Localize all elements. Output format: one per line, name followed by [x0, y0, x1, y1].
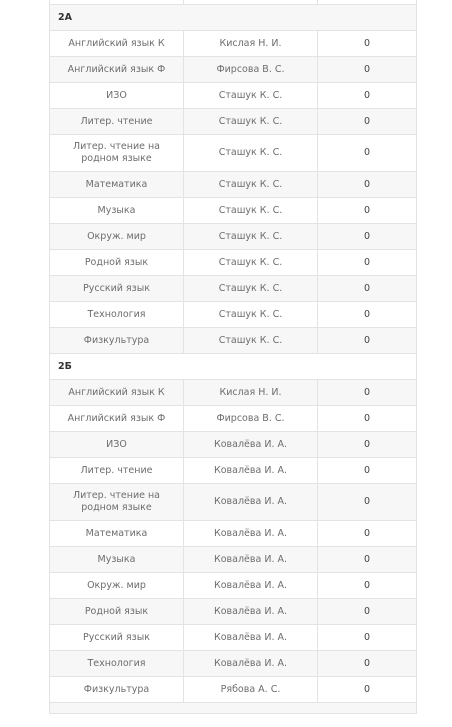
table-row — [50, 406, 417, 432]
subject-line: Литер. чтение на — [72, 490, 161, 501]
subject-cell: Русский язык — [50, 276, 184, 302]
subject-cell: Музыка — [50, 198, 184, 224]
schedule-table-body — [50, 0, 417, 714]
teacher-cell: Фирсова В. С. — [184, 57, 318, 83]
value-cell: 0 — [318, 83, 417, 109]
subject-cell: Родной язык — [50, 250, 184, 276]
value-cell: 0 — [318, 109, 417, 135]
value-cell: 0 — [318, 484, 417, 521]
value-cell: 0 — [318, 224, 417, 250]
table-row — [50, 521, 417, 547]
value-cell: 0 — [318, 380, 417, 406]
subject-cell: Русский язык — [50, 625, 184, 651]
group-header-2b — [50, 354, 417, 380]
teacher-cell: Сташук К. С. — [184, 250, 318, 276]
subject-cell: Окруж. мир — [50, 573, 184, 599]
value-cell: 0 — [318, 328, 417, 354]
subject-line: Литер. чтение на — [72, 141, 161, 152]
subject-cell: Родной язык — [50, 599, 184, 625]
subject-line: родном языке — [81, 502, 152, 513]
value-cell: 0 — [318, 302, 417, 328]
table-row — [50, 458, 417, 484]
subject-cell: Технология — [50, 651, 184, 677]
table-row — [50, 198, 417, 224]
table-row — [50, 380, 417, 406]
value-cell: 0 — [318, 276, 417, 302]
table-row — [50, 83, 417, 109]
value-cell: 0 — [318, 677, 417, 703]
teacher-cell: Ковалёва И. А. — [184, 458, 318, 484]
teacher-cell: Ковалёва И. А. — [184, 484, 318, 521]
teacher-cell: Ковалёва И. А. — [184, 432, 318, 458]
subject-cell — [50, 135, 184, 172]
teacher-cell: Сташук К. С. — [184, 135, 318, 172]
table-row-bottom-cut — [50, 703, 417, 714]
value-cell: 0 — [318, 31, 417, 57]
subject-cell — [50, 484, 184, 521]
subject-cell: Литер. чтение — [50, 458, 184, 484]
value-cell: 0 — [318, 625, 417, 651]
value-cell: 0 — [318, 135, 417, 172]
table-row — [50, 573, 417, 599]
group-name: 2Б — [50, 354, 417, 380]
teacher-cell: Ковалёва И. А. — [184, 625, 318, 651]
subject-cell: Английский язык К — [50, 31, 184, 57]
subject-cell: Литер. чтение — [50, 109, 184, 135]
table-row — [50, 135, 417, 172]
teacher-cell: Сташук К. С. — [184, 83, 318, 109]
subject-cell: Математика — [50, 172, 184, 198]
value-cell: 0 — [318, 198, 417, 224]
subject-cell: Физкультура — [50, 328, 184, 354]
group-header-2a — [50, 5, 417, 31]
value-cell: 0 — [318, 458, 417, 484]
value-cell: 0 — [318, 521, 417, 547]
table-row — [50, 224, 417, 250]
value-cell: 0 — [318, 547, 417, 573]
subject-cell: Окруж. мир — [50, 224, 184, 250]
teacher-cell: Фирсова В. С. — [184, 406, 318, 432]
subject-cell: Английский язык К — [50, 380, 184, 406]
table-row — [50, 547, 417, 573]
value-cell: 0 — [318, 406, 417, 432]
table-row — [50, 276, 417, 302]
table-row — [50, 172, 417, 198]
teacher-cell: Ковалёва И. А. — [184, 547, 318, 573]
subject-cell: Физкультура — [50, 677, 184, 703]
table-row — [50, 484, 417, 521]
teacher-cell: Сташук К. С. — [184, 172, 318, 198]
table-row — [50, 57, 417, 83]
teacher-cell: Рябова А. С. — [184, 677, 318, 703]
teacher-cell: Кислая Н. И. — [184, 31, 318, 57]
value-cell: 0 — [318, 250, 417, 276]
table-row — [50, 250, 417, 276]
subject-line: родном языке — [81, 153, 152, 164]
table-row — [50, 432, 417, 458]
table-row — [50, 109, 417, 135]
value-cell: 0 — [318, 651, 417, 677]
subject-cell: Музыка — [50, 547, 184, 573]
group-name: 2А — [50, 5, 417, 31]
table-row — [50, 599, 417, 625]
table-row — [50, 302, 417, 328]
teacher-cell: Ковалёва И. А. — [184, 651, 318, 677]
schedule-table — [49, 0, 417, 714]
teacher-cell: Сташук К. С. — [184, 224, 318, 250]
table-row — [50, 677, 417, 703]
subject-cell: Математика — [50, 521, 184, 547]
subject-cell: Английский язык Ф — [50, 406, 184, 432]
subject-cell: ИЗО — [50, 83, 184, 109]
table-row — [50, 328, 417, 354]
value-cell: 0 — [318, 57, 417, 83]
subject-cell: Технология — [50, 302, 184, 328]
teacher-cell: Сташук К. С. — [184, 328, 318, 354]
subject-cell: ИЗО — [50, 432, 184, 458]
teacher-cell: Сташук К. С. — [184, 198, 318, 224]
value-cell: 0 — [318, 432, 417, 458]
teacher-cell: Ковалёва И. А. — [184, 573, 318, 599]
teacher-cell: Ковалёва И. А. — [184, 599, 318, 625]
teacher-cell: Сташук К. С. — [184, 109, 318, 135]
value-cell: 0 — [318, 172, 417, 198]
teacher-cell: Ковалёва И. А. — [184, 521, 318, 547]
teacher-cell: Сташук К. С. — [184, 302, 318, 328]
subject-cell: Английский язык Ф — [50, 57, 184, 83]
table-row — [50, 31, 417, 57]
value-cell: 0 — [318, 599, 417, 625]
teacher-cell: Сташук К. С. — [184, 276, 318, 302]
table-row — [50, 625, 417, 651]
teacher-cell: Кислая Н. И. — [184, 380, 318, 406]
table-row — [50, 651, 417, 677]
value-cell: 0 — [318, 573, 417, 599]
